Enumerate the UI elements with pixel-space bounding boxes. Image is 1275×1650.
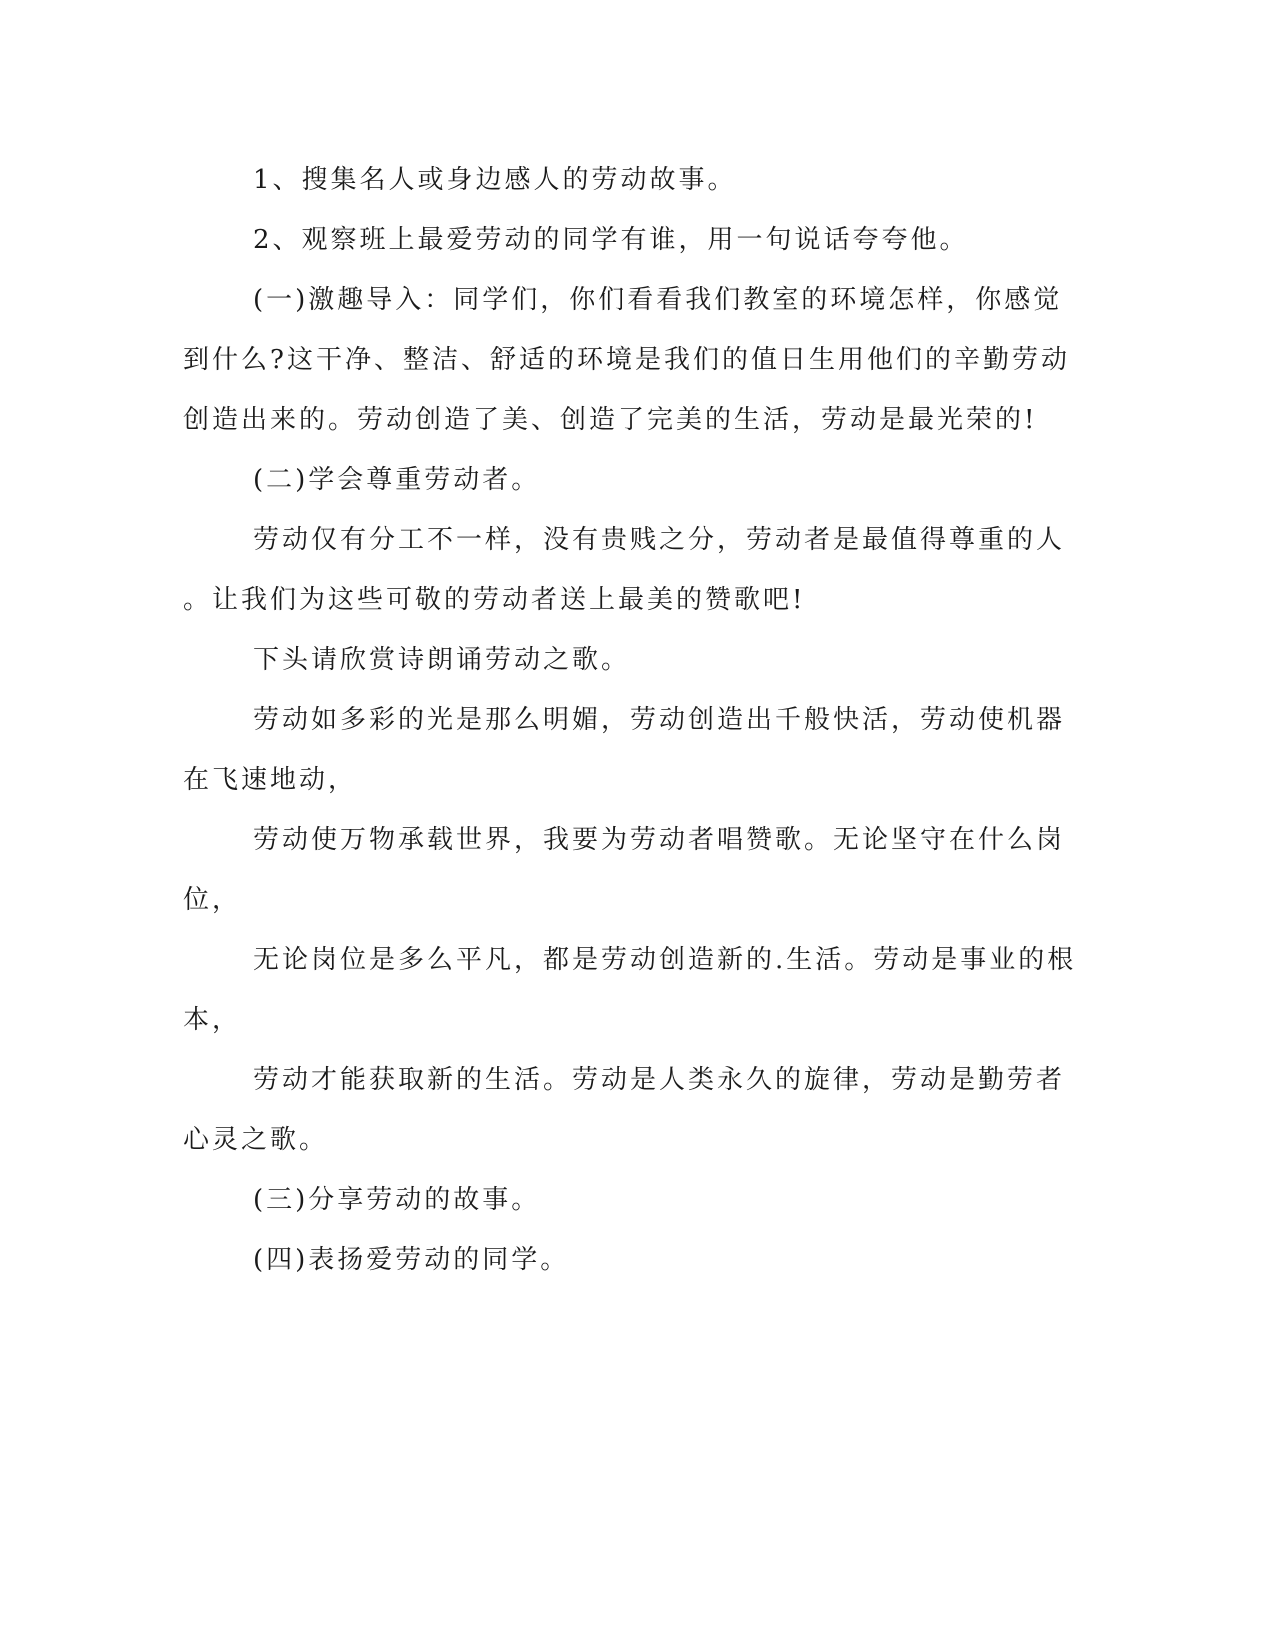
text-line: 。让我们为这些可敬的劳动者送上最美的赞歌吧! <box>183 585 806 615</box>
text-line: (一)激趣导入：同学们，你们看看我们教室的环境怎样，你感觉 <box>253 285 1063 315</box>
text-line: (四)表扬爱劳动的同学。 <box>253 1245 570 1275</box>
text-line: 1、搜集名人或身边感人的劳动故事。 <box>253 165 737 195</box>
text-line: 劳动使万物承载世界，我要为劳动者唱赞歌。无论坚守在什么岗 <box>253 825 1066 855</box>
text-line: 下头请欣赏诗朗诵劳动之歌。 <box>253 645 631 675</box>
document-body <box>183 150 1077 1290</box>
text-line: 本， <box>183 1005 242 1035</box>
text-line: 无论岗位是多么平凡，都是劳动创造新的.生活。劳动是事业的根 <box>253 945 1077 975</box>
text-line: 位， <box>183 885 242 915</box>
text-line: 在飞速地动， <box>183 765 358 795</box>
text-line: 劳动才能获取新的生活。劳动是人类永久的旋律，劳动是勤劳者 <box>253 1065 1066 1095</box>
text-line: 劳动仅有分工不一样，没有贵贱之分，劳动者是最值得尊重的人 <box>253 525 1066 555</box>
text-line: (二)学会尊重劳动者。 <box>253 465 541 495</box>
text-line: 劳动如多彩的光是那么明媚，劳动创造出千般快活，劳动使机器 <box>253 705 1066 735</box>
text-line: 创造出来的。劳动创造了美、创造了完美的生活，劳动是最光荣的! <box>183 405 1038 435</box>
text-line: (三)分享劳动的故事。 <box>253 1185 541 1215</box>
text-line: 2、观察班上最爱劳动的同学有谁，用一句说话夸夸他。 <box>253 225 969 255</box>
text-line: 心灵之歌。 <box>183 1125 329 1155</box>
text-line: 到什么?这干净、整洁、舒适的环境是我们的值日生用他们的辛勤劳动 <box>183 345 1070 375</box>
